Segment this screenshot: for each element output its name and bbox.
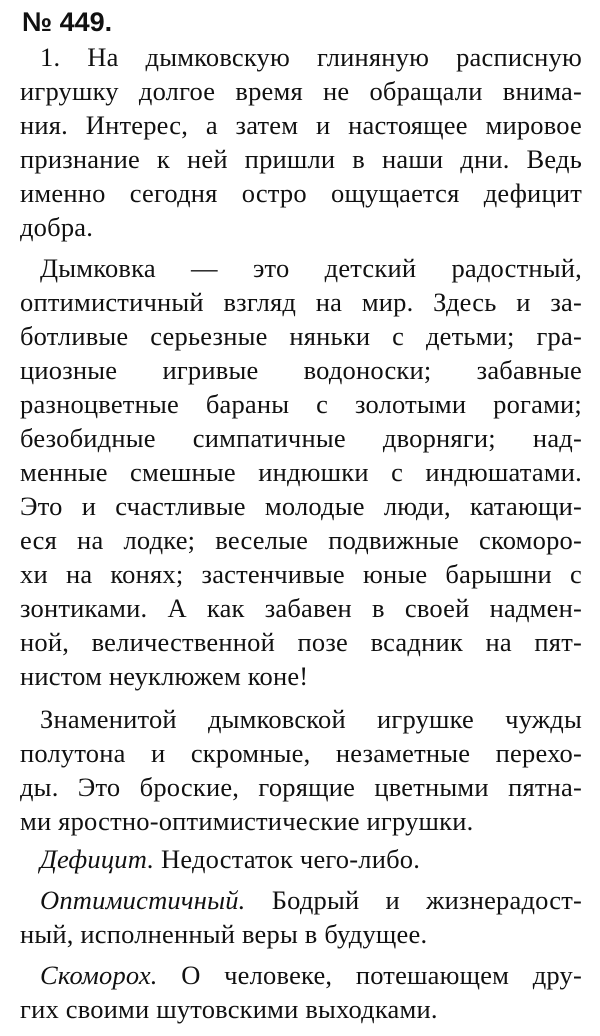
- glossary-term: Дефицит.: [40, 844, 155, 874]
- glossary-definition-continued: ный, исполненный веры в будущее.: [20, 919, 428, 949]
- glossary-definition: Бодрый и жизнерадост-: [271, 885, 583, 915]
- glossary-entry-optimistic: [40, 883, 582, 917]
- paragraph-1-line-3: ния. Интерес, а затем и настоящее мировое: [20, 110, 582, 140]
- paragraph-1-line-2: игрушку долгое время не обращали внима-: [20, 76, 582, 106]
- paragraph-2-line-10: хи на конях; застенчивые юные барышни с: [20, 559, 582, 589]
- paragraph-2-line-5: разноцветные бараны с золотыми рогами;: [20, 389, 582, 419]
- glossary-term: Скоморох.: [40, 960, 158, 990]
- paragraph-2-line-9: еся на лодке; веселые подвижные скоморо-: [20, 525, 582, 555]
- paragraph-3-line-3: ды. Это броские, горящие цветными пятна-: [20, 772, 582, 802]
- paragraph-2-line-3: ботливые серьезные няньки с детьми; гра-: [20, 321, 582, 351]
- glossary-definition: О человеке, потешающем дру-: [181, 960, 582, 990]
- paragraph-2-line-11: зонтиками. А как забавен в своей надмен-: [20, 593, 582, 623]
- glossary-entry-skomorokh: [40, 958, 582, 992]
- glossary-entry-deficit: [40, 842, 582, 876]
- paragraph-3-line-1: Знаменитой дымковской игрушке чужды: [40, 704, 582, 734]
- paragraph-2-line-12: ной, величественной позе всадник на пят-: [20, 627, 582, 657]
- paragraph-2-line-8: Это и счастливые молодые люди, катающи-: [20, 491, 582, 521]
- paragraph-2-line-1: Дымковка — это детский радостный,: [40, 253, 582, 283]
- paragraph-3-line-4: ми яростно-оптимистические игрушки.: [20, 806, 474, 836]
- glossary-term: Оптимистичный.: [40, 885, 246, 915]
- paragraph-3-line-2: полутона и скромные, незаметные перехо-: [20, 738, 582, 768]
- paragraph-1-line-6: добра.: [20, 212, 94, 242]
- paragraph-1-line-4: признание к ней пришли в наши дни. Ведь: [20, 144, 582, 174]
- paragraph-1-line-1: 1. На дымковскую глиняную расписную: [40, 42, 582, 72]
- paragraph-2-line-2: оптимистичный взгляд на мир. Здесь и за-: [20, 287, 582, 317]
- glossary-definition-continued: гих своими шутовскими выходками.: [20, 994, 438, 1024]
- exercise-number: № 449.: [22, 7, 113, 37]
- paragraph-2-line-4: циозные игривые водоноски; забавные: [20, 355, 582, 385]
- paragraph-2-line-6: безобидные симпатичные дворняги; над-: [20, 423, 582, 453]
- paragraph-2-line-13: нистом неуклюжем коне!: [20, 661, 309, 691]
- paragraph-2-line-7: менные смешные индюшки с индюшатами.: [20, 457, 582, 487]
- glossary-definition: Недостаток чего-либо.: [161, 844, 421, 874]
- paragraph-1-line-5: именно сегодня остро ощущается дефицит: [20, 178, 582, 208]
